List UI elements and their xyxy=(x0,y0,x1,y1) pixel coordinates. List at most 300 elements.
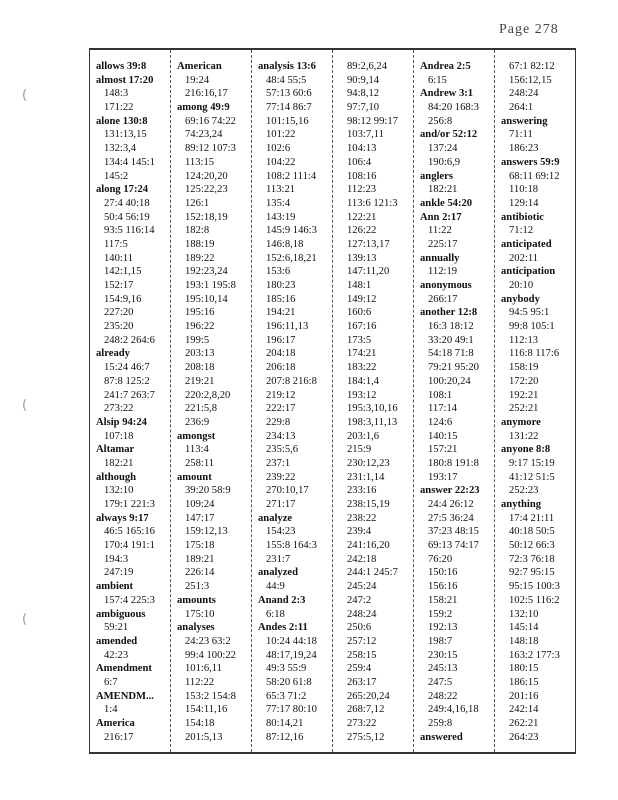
index-reference: 167:16 xyxy=(347,321,377,333)
index-reference: 129:14 xyxy=(509,197,539,209)
index-reference: 264:1 xyxy=(509,102,534,114)
index-reference: 57:13 60:6 xyxy=(266,88,312,100)
index-term: answer 22:23 xyxy=(420,485,480,497)
index-term: along 17:24 xyxy=(96,184,149,196)
index-reference: 100:20,24 xyxy=(428,375,471,387)
index-reference: 19:24 xyxy=(185,74,210,86)
index-term: ambiguous xyxy=(96,608,146,620)
index-term: anticipation xyxy=(501,266,556,278)
index-reference: 198:3,11,13 xyxy=(347,416,398,428)
index-reference: 44:9 xyxy=(266,581,285,593)
index-reference: 264:23 xyxy=(509,731,539,743)
index-reference: 87:8 125:2 xyxy=(104,375,150,387)
index-reference: 15:24 46:7 xyxy=(104,362,150,374)
index-term: Andes 2:11 xyxy=(258,622,308,634)
index-reference: 11:22 xyxy=(428,225,452,237)
index-reference: 248:22 xyxy=(428,690,458,702)
index-reference: 188:19 xyxy=(185,238,215,250)
index-reference: 199:5 xyxy=(185,334,210,346)
index-reference: 137:24 xyxy=(428,143,458,155)
index-reference: 33:20 49:1 xyxy=(428,334,474,346)
index-reference: 189:22 xyxy=(185,252,215,264)
index-term: analyses xyxy=(177,622,215,634)
index-term: Anand 2:3 xyxy=(258,594,306,606)
index-reference: 148:3 xyxy=(104,88,129,100)
index-reference: 147:11,20 xyxy=(347,266,390,278)
index-reference: 193:1 195:8 xyxy=(185,280,236,291)
index-reference: 265:20,24 xyxy=(347,690,390,702)
index-reference: 27:4 40:18 xyxy=(104,197,150,209)
index-term: Andrea 2:5 xyxy=(420,61,471,72)
index-reference: 196:22 xyxy=(185,321,215,333)
index-term: anglers xyxy=(420,170,453,182)
index-term: Amendment xyxy=(96,663,152,675)
index-reference: 222:17 xyxy=(266,403,296,415)
index-reference: 116:8 117:6 xyxy=(509,348,560,360)
index-term: Ann 2:17 xyxy=(420,211,462,223)
index-reference: 9:17 15:19 xyxy=(509,457,555,469)
index-reference: 256:8 xyxy=(428,115,453,127)
index-term: answers 59:9 xyxy=(501,156,560,168)
index-reference: 257:12 xyxy=(347,635,377,647)
index-term: already xyxy=(96,348,130,360)
index-reference: 139:13 xyxy=(347,252,377,264)
index-reference: 152:6,18,21 xyxy=(266,252,317,264)
index-reference: 6:7 xyxy=(104,676,118,688)
index-reference: 79:21 95:20 xyxy=(428,362,479,374)
index-reference: 153:6 xyxy=(266,266,291,278)
index-reference: 152:18,19 xyxy=(185,211,228,223)
index-column-6 xyxy=(495,50,575,752)
index-reference: 237:1 xyxy=(266,457,291,469)
index-reference: 204:18 xyxy=(266,348,296,360)
index-reference: 112:13 xyxy=(509,334,539,346)
index-reference: 152:17 xyxy=(104,280,134,291)
index-reference: 107:18 xyxy=(104,430,134,442)
index-term: almost 17:20 xyxy=(96,74,154,86)
index-term: always 9:17 xyxy=(96,512,149,524)
index-reference: 41:12 51:5 xyxy=(509,471,555,483)
index-reference: 145:2 xyxy=(104,170,129,182)
index-reference: 159:12,13 xyxy=(185,526,228,538)
index-reference: 117:14 xyxy=(428,403,458,415)
index-reference: 259:4 xyxy=(347,663,372,675)
index-reference: 147:17 xyxy=(185,512,215,524)
index-reference: 203:1,6 xyxy=(347,430,380,442)
index-reference: 48:17,19,24 xyxy=(266,649,317,661)
index-term: antibiotic xyxy=(501,211,544,223)
index-reference: 77:17 80:10 xyxy=(266,704,317,716)
index-reference: 155:8 164:3 xyxy=(266,540,317,552)
index-reference: 108:2 111:4 xyxy=(266,170,317,182)
index-term: ambient xyxy=(96,581,134,593)
index-reference: 180:8 191:8 xyxy=(428,457,479,469)
index-reference: 275:5,12 xyxy=(347,731,385,743)
index-reference: 92:7 95:15 xyxy=(509,567,555,579)
index-reference: 231:1,14 xyxy=(347,471,385,483)
index-reference: 94:8,12 xyxy=(347,88,380,100)
index-reference: 196:11,13 xyxy=(266,321,309,333)
index-reference: 157:4 225:3 xyxy=(104,594,155,606)
index-reference: 172:20 xyxy=(509,375,539,387)
index-reference: 69:16 74:22 xyxy=(185,115,236,127)
index-reference: 230:15 xyxy=(428,649,458,661)
index-term: anyone 8:8 xyxy=(501,444,551,456)
index-term: anonymous xyxy=(420,280,472,291)
index-reference: 216:16,17 xyxy=(185,88,228,100)
index-reference: 156:12,15 xyxy=(509,74,552,86)
index-reference: 132:3,4 xyxy=(104,143,137,155)
index-reference: 258:11 xyxy=(185,457,215,469)
index-reference: 89:12 107:3 xyxy=(185,143,236,155)
index-reference: 93:5 116:14 xyxy=(104,225,155,237)
index-reference: 234:13 xyxy=(266,430,296,442)
index-reference: 247:19 xyxy=(104,567,134,579)
index-reference: 58:20 61:8 xyxy=(266,676,312,688)
index-term: anybody xyxy=(501,293,540,305)
index-reference: 156:16 xyxy=(428,581,458,593)
index-reference: 10:24 44:18 xyxy=(266,635,317,647)
index-reference: 112:22 xyxy=(185,676,215,688)
index-reference: 113:21 xyxy=(266,184,296,196)
index-reference: 174:21 xyxy=(347,348,377,360)
index-reference: 142:1,15 xyxy=(104,266,142,278)
index-term: another 12:8 xyxy=(420,307,478,319)
index-reference: 262:21 xyxy=(509,718,539,729)
index-reference: 239:22 xyxy=(266,471,296,483)
index-reference: 145:14 xyxy=(509,622,539,634)
index-term: ankle 54:20 xyxy=(420,197,473,209)
index-reference: 182:21 xyxy=(104,457,134,469)
index-reference: 203:13 xyxy=(185,348,215,360)
index-reference: 192:21 xyxy=(509,389,539,401)
index-reference: 207:8 216:8 xyxy=(266,375,317,387)
index-term: Andrew 3:1 xyxy=(420,88,474,100)
index-reference: 72:3 76:18 xyxy=(509,553,555,565)
index-reference: 101:6,11 xyxy=(185,663,222,675)
index-reference: 241:16,20 xyxy=(347,540,390,552)
index-reference: 273:22 xyxy=(347,718,377,729)
index-reference: 231:7 xyxy=(266,553,291,565)
index-term: alone 130:8 xyxy=(96,115,148,127)
index-term: analyze xyxy=(258,512,293,524)
index-reference: 270:10,17 xyxy=(266,485,309,497)
index-column-1 xyxy=(90,50,171,752)
index-reference: 68:11 69:12 xyxy=(509,170,560,182)
index-reference: 208:18 xyxy=(185,362,215,374)
index-reference: 102:5 116:2 xyxy=(509,594,560,606)
index-reference: 145:9 146:3 xyxy=(266,225,317,237)
index-reference: 159:2 xyxy=(428,608,453,620)
index-reference: 263:17 xyxy=(347,676,377,688)
index-reference: 95:15 100:3 xyxy=(509,581,560,593)
index-reference: 229:8 xyxy=(266,416,291,428)
index-term: although xyxy=(96,471,137,483)
index-reference: 71:11 xyxy=(509,129,533,141)
index-reference: 77:14 86:7 xyxy=(266,102,312,114)
index-reference: 125:22,23 xyxy=(185,184,228,196)
index-reference: 241:7 263:7 xyxy=(104,389,155,401)
index-reference: 160:6 xyxy=(347,307,372,319)
index-reference: 134:4 145:1 xyxy=(104,156,155,168)
index-reference: 94:5 95:1 xyxy=(509,307,550,319)
index-reference: 248:24 xyxy=(509,88,539,100)
index-reference: 238:15,19 xyxy=(347,499,390,510)
index-reference: 233:16 xyxy=(347,485,377,497)
index-reference: 84:20 168:3 xyxy=(428,102,479,114)
index-reference: 201:16 xyxy=(509,690,539,702)
index-column-3 xyxy=(252,50,333,752)
index-reference: 248:24 xyxy=(347,608,377,620)
index-reference: 80:14,21 xyxy=(266,718,304,729)
index-term: and/or 52:12 xyxy=(420,129,478,141)
index-reference: 24:23 63:2 xyxy=(185,635,231,647)
index-reference: 196:17 xyxy=(266,334,296,346)
index-reference: 266:17 xyxy=(428,293,458,305)
index-reference: 259:8 xyxy=(428,718,453,729)
index-reference: 195:16 xyxy=(185,307,215,319)
index-reference: 195:3,10,16 xyxy=(347,403,398,415)
index-reference: 247:5 xyxy=(428,676,453,688)
index-reference: 76:20 xyxy=(428,553,453,565)
index-reference: 179:1 221:3 xyxy=(104,499,155,510)
index-reference: 49:3 55:9 xyxy=(266,663,307,675)
index-reference: 182:8 xyxy=(185,225,210,237)
index-reference: 182:21 xyxy=(428,184,458,196)
index-reference: 1:4 xyxy=(104,704,118,716)
index-reference: 106:4 xyxy=(347,156,372,168)
index-reference: 221:5,8 xyxy=(185,403,218,415)
index-reference: 101:22 xyxy=(266,129,296,141)
index-reference: 192:13 xyxy=(428,622,458,634)
index-reference: 173:5 xyxy=(347,334,372,346)
index-reference: 65:3 71:2 xyxy=(266,690,307,702)
index-column-5 xyxy=(414,50,495,752)
index-term: amounts xyxy=(177,594,216,606)
index-reference: 220:2,8,20 xyxy=(185,389,231,401)
index-reference: 273:22 xyxy=(104,403,134,415)
index-reference: 251:3 xyxy=(185,581,210,593)
scan-mark: ( xyxy=(22,88,28,103)
index-reference: 113:15 xyxy=(185,156,215,168)
index-reference: 154:18 xyxy=(185,718,215,729)
index-reference: 180:23 xyxy=(266,280,296,291)
index-term: allows 39:8 xyxy=(96,61,147,72)
index-reference: 104:13 xyxy=(347,143,377,155)
index-reference: 163:2 177:3 xyxy=(509,649,560,661)
index-term: Alsip 94:24 xyxy=(96,416,147,428)
index-reference: 252:23 xyxy=(509,485,539,497)
index-reference: 238:22 xyxy=(347,512,377,524)
index-term: American xyxy=(177,61,222,72)
index-reference: 236:9 xyxy=(185,416,210,428)
index-reference: 198:7 xyxy=(428,635,453,647)
index-reference: 127:13,17 xyxy=(347,238,390,250)
index-reference: 193:12 xyxy=(347,389,377,401)
index-reference: 89:2,6,24 xyxy=(347,61,388,72)
index-reference: 110:18 xyxy=(509,184,539,196)
index-reference: 271:17 xyxy=(266,499,296,510)
page-number: Page 278 xyxy=(499,22,559,37)
index-reference: 24:4 26:12 xyxy=(428,499,474,510)
index-reference: 112:23 xyxy=(347,184,377,196)
index-term: Altamar xyxy=(96,444,135,456)
index-reference: 150:16 xyxy=(428,567,458,579)
index-reference: 103:7,11 xyxy=(347,129,384,141)
index-reference: 193:17 xyxy=(428,471,458,483)
index-table xyxy=(89,48,576,754)
index-reference: 194:3 xyxy=(104,553,129,565)
index-reference: 184:1,4 xyxy=(347,375,380,387)
index-reference: 108:1 xyxy=(428,389,453,401)
index-reference: 109:24 xyxy=(185,499,215,510)
index-term: anticipated xyxy=(501,238,552,250)
index-reference: 154:9,16 xyxy=(104,293,142,305)
index-reference: 42:23 xyxy=(104,649,129,661)
index-reference: 158:19 xyxy=(509,362,539,374)
index-column-2 xyxy=(171,50,252,752)
index-reference: 104:22 xyxy=(266,156,296,168)
index-term: amended xyxy=(96,635,138,647)
index-reference: 250:6 xyxy=(347,622,372,634)
index-reference: 131:13,15 xyxy=(104,129,147,141)
index-reference: 54:18 71:8 xyxy=(428,348,474,360)
index-term: among 49:9 xyxy=(177,102,230,114)
index-reference: 195:10,14 xyxy=(185,293,228,305)
index-reference: 202:11 xyxy=(509,252,539,264)
index-reference: 87:12,16 xyxy=(266,731,304,743)
index-reference: 113:4 xyxy=(185,444,209,456)
index-reference: 20:10 xyxy=(509,280,534,291)
index-term: anymore xyxy=(501,416,541,428)
index-term: answering xyxy=(501,115,548,127)
index-reference: 268:7,12 xyxy=(347,704,385,716)
index-reference: 131:22 xyxy=(509,430,539,442)
index-reference: 216:17 xyxy=(104,731,134,743)
index-reference: 74:23,24 xyxy=(185,129,223,141)
index-reference: 185:16 xyxy=(266,293,296,305)
index-column-4 xyxy=(333,50,414,752)
index-reference: 201:5,13 xyxy=(185,731,223,743)
index-reference: 219:21 xyxy=(185,375,215,387)
index-term: amongst xyxy=(177,430,216,442)
index-reference: 122:21 xyxy=(347,211,377,223)
index-reference: 154:11,16 xyxy=(185,704,228,716)
index-reference: 247:2 xyxy=(347,594,372,606)
index-reference: 244:1 245:7 xyxy=(347,567,398,579)
index-reference: 132:10 xyxy=(509,608,539,620)
index-reference: 143:19 xyxy=(266,211,296,223)
index-reference: 148:1 xyxy=(347,280,372,291)
index-reference: 46:5 165:16 xyxy=(104,526,155,538)
index-reference: 149:12 xyxy=(347,293,377,305)
index-reference: 16:3 18:12 xyxy=(428,321,474,333)
index-reference: 153:2 154:8 xyxy=(185,690,236,702)
index-reference: 219:12 xyxy=(266,389,296,401)
index-term: amount xyxy=(177,471,212,483)
index-reference: 170:4 191:1 xyxy=(104,540,155,552)
index-reference: 39:20 58:9 xyxy=(185,485,231,497)
index-term: AMENDM... xyxy=(96,690,154,702)
index-reference: 99:4 100:22 xyxy=(185,649,236,661)
index-reference: 194:21 xyxy=(266,307,296,319)
index-reference: 248:2 264:6 xyxy=(104,334,155,346)
index-reference: 180:15 xyxy=(509,663,539,675)
index-reference: 183:22 xyxy=(347,362,377,374)
index-reference: 239:4 xyxy=(347,526,372,538)
index-reference: 6:15 xyxy=(428,74,447,86)
index-reference: 249:4,16,18 xyxy=(428,704,479,716)
index-reference: 235:5,6 xyxy=(266,444,299,456)
index-reference: 97:7,10 xyxy=(347,102,380,114)
index-reference: 215:9 xyxy=(347,444,372,456)
index-reference: 171:22 xyxy=(104,102,134,114)
index-reference: 227:20 xyxy=(104,307,134,319)
index-reference: 230:12,23 xyxy=(347,457,390,469)
index-term: analysis 13:6 xyxy=(258,61,316,72)
index-reference: 148:18 xyxy=(509,635,539,647)
index-reference: 186:23 xyxy=(509,143,539,155)
scan-mark: ( xyxy=(22,612,28,627)
index-reference: 108:16 xyxy=(347,170,377,182)
index-reference: 102:6 xyxy=(266,143,291,155)
index-reference: 140:11 xyxy=(104,252,134,264)
index-reference: 252:21 xyxy=(509,403,539,415)
index-reference: 69:13 74:17 xyxy=(428,540,479,552)
index-reference: 17:4 21:11 xyxy=(509,512,555,524)
index-reference: 37:23 48:15 xyxy=(428,526,479,538)
index-reference: 126:1 xyxy=(185,197,210,209)
index-reference: 90:9,14 xyxy=(347,74,380,86)
index-reference: 192:23,24 xyxy=(185,266,228,278)
index-reference: 98:12 99:17 xyxy=(347,115,398,127)
index-reference: 113:6 121:3 xyxy=(347,197,398,209)
scan-mark: ( xyxy=(22,398,28,413)
index-reference: 135:4 xyxy=(266,197,291,209)
index-reference: 245:13 xyxy=(428,663,458,675)
index-reference: 50:4 56:19 xyxy=(104,211,150,223)
index-reference: 117:5 xyxy=(104,238,128,250)
index-reference: 124:6 xyxy=(428,416,453,428)
index-reference: 27:5 36:24 xyxy=(428,512,474,524)
index-reference: 59:21 xyxy=(104,622,129,634)
index-term: anything xyxy=(501,499,542,510)
index-reference: 71:12 xyxy=(509,225,534,237)
index-reference: 206:18 xyxy=(266,362,296,374)
index-reference: 190:6,9 xyxy=(428,156,461,168)
index-reference: 154:23 xyxy=(266,526,296,538)
index-reference: 99:8 105:1 xyxy=(509,321,555,333)
index-term: America xyxy=(96,718,135,729)
index-reference: 50:12 66:3 xyxy=(509,540,555,552)
index-reference: 124:20,20 xyxy=(185,170,228,182)
index-reference: 132:10 xyxy=(104,485,134,497)
index-reference: 175:18 xyxy=(185,540,215,552)
index-reference: 146:8,18 xyxy=(266,238,304,250)
index-reference: 126:22 xyxy=(347,225,377,237)
index-reference: 226:14 xyxy=(185,567,215,579)
index-reference: 140:15 xyxy=(428,430,458,442)
index-reference: 157:21 xyxy=(428,444,458,456)
index-reference: 242:18 xyxy=(347,553,377,565)
index-reference: 245:24 xyxy=(347,581,377,593)
index-reference: 189:21 xyxy=(185,553,215,565)
index-reference: 112:19 xyxy=(428,266,458,278)
index-reference: 186:15 xyxy=(509,676,539,688)
index-term: answered xyxy=(420,731,463,743)
index-reference: 175:10 xyxy=(185,608,215,620)
index-reference: 158:21 xyxy=(428,594,458,606)
